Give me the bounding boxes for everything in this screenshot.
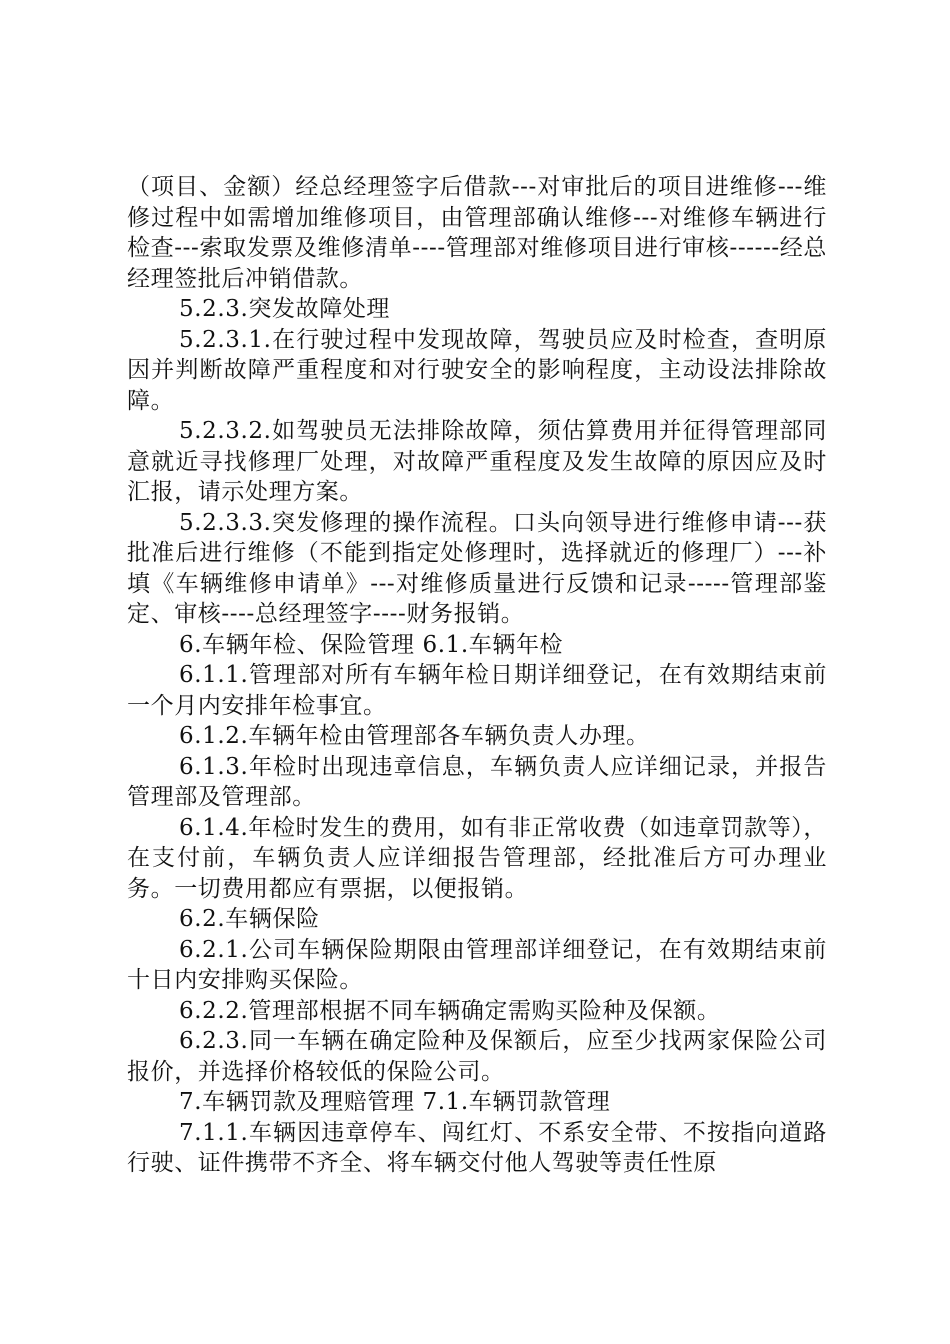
document-body (127, 172, 827, 1179)
heading-7-and-7-1: 7.车辆罚款及理赔管理 7.1.车辆罚款管理 (179, 1089, 611, 1115)
paragraph-5-2-3-1: 5.2.3.1.在行驶过程中发现故障，驾驶员应及时检查，查明原因并判断故障严重程度和对行驶安全的影响程度，主动设法排除故障。 (127, 326, 827, 414)
heading-5-2-3: 5.2.3.突发故障处理 (179, 296, 391, 322)
heading-6-2: 6.2.车辆保险 (179, 906, 320, 932)
paragraph-6-1-1: 6.1.1.管理部对所有车辆年检日期详细登记，在有效期结束前一个月内安排年检事宜。 (127, 662, 827, 719)
paragraph-6-1-4: 6.1.4.年检时发生的费用，如有非正常收费（如违章罚款等），在支付前，车辆负责人应详细报告管理部，经批准后方可办理业务。一切费用都应有票据，以便报销。 (127, 814, 827, 902)
paragraph-5-2-3-2: 5.2.3.2.如驾驶员无法排除故障，须估算费用并征得管理部同意就近寻找修理厂处理，对故障严重程度及发生故障的原因应及时汇报，请示处理方案。 (127, 418, 827, 505)
paragraph-5-2-3-3: 5.2.3.3.突发修理的操作流程。口头向领导进行维修申请---获批准后进行维修（不能到指定处修理时，选择就近的修理厂）---补填《车辆维修申请单》---对维修质量进行反馈和记录-----管理部鉴定、审核----总经理签字----财务报销。 (127, 509, 827, 627)
paragraph-6-1-2: 6.1.2.车辆年检由管理部各车辆负责人办理。 (179, 723, 650, 749)
paragraph-6-1-3: 6.1.3.年检时出现违章信息，车辆负责人应详细记录，并报告管理部及管理部。 (127, 753, 827, 810)
paragraph-6-2-3: 6.2.3.同一车辆在确定险种及保额后，应至少找两家保险公司报价，并选择价格较低的保险公司。 (127, 1028, 827, 1085)
paragraph-6-2-1: 6.2.1.公司车辆保险期限由管理部详细登记，在有效期结束前十日内安排购买保险。 (127, 936, 827, 993)
paragraph-maintenance-flow-continued: （项目、金额）经总经理签字后借款---对审批后的项目进维修---维修过程中如需增加维修项目，由管理部确认维修---对维修车辆进行检查---索取发票及维修清单----管理部对维修项目进行审核------经总经理签批后冲销借款。 (127, 174, 827, 292)
paragraph-7-1-1: 7.1.1.车辆因违章停车、闯红灯、不系安全带、不按指向道路行驶、证件携带不齐全、将车辆交付他人驾驶等责任性原 (127, 1119, 827, 1176)
heading-6-and-6-1: 6.车辆年检、保险管理 6.1.车辆年检 (179, 631, 564, 658)
paragraph-6-2-2: 6.2.2.管理部根据不同车辆确定需购买险种及保额。 (179, 997, 721, 1024)
